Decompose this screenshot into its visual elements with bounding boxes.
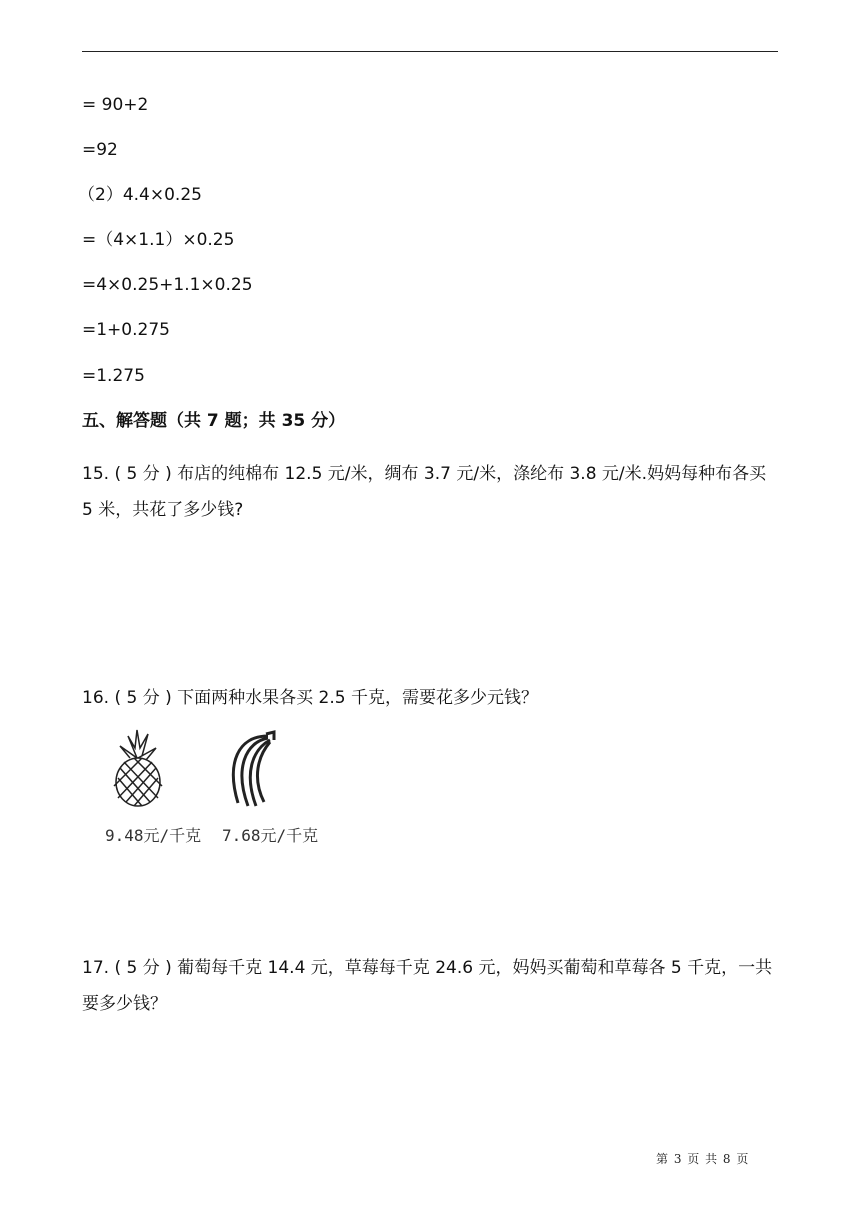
- calc-line: =4×0.25+1.1×0.25: [82, 275, 253, 295]
- page-footer: 第 3 页 共 8 页: [656, 1152, 750, 1166]
- calc-line: =92: [82, 140, 118, 160]
- calc-line: = 90+2: [82, 95, 149, 115]
- fruit-prices-figure: [100, 728, 340, 853]
- calc-line: （2）4.4×0.25: [78, 185, 202, 205]
- section-heading: 五、解答题（共 7 题；共 35 分）: [82, 411, 346, 431]
- question-16: 16. ( 5 分 ) 下面两种水果各买 2.5 千克，需要花多少元钱？: [82, 688, 538, 708]
- question-17: 17. ( 5 分 ) 葡萄每千克 14.4 元，草莓每千克 24.6 元，妈妈买葡萄和草莓各 5 千克，一共要多少钱？: [82, 958, 773, 1014]
- banana-price: 7.68元/千克: [222, 826, 319, 845]
- calc-line: =1.275: [82, 366, 145, 386]
- calc-line: =1+0.275: [82, 320, 170, 340]
- question-15: 15. ( 5 分 ) 布店的纯棉布 12.5 元/米，绸布 3.7 元/米，涤纶布 3.8 元/米.妈妈每种布各买 5 米，共花了多少钱?: [82, 464, 767, 520]
- calc-line: =（4×1.1）×0.25: [82, 230, 235, 250]
- pineapple-icon: [106, 728, 168, 808]
- banana-icon: [208, 728, 280, 813]
- header-rule: [82, 51, 778, 52]
- pineapple-price: 9.48元/千克: [105, 826, 202, 845]
